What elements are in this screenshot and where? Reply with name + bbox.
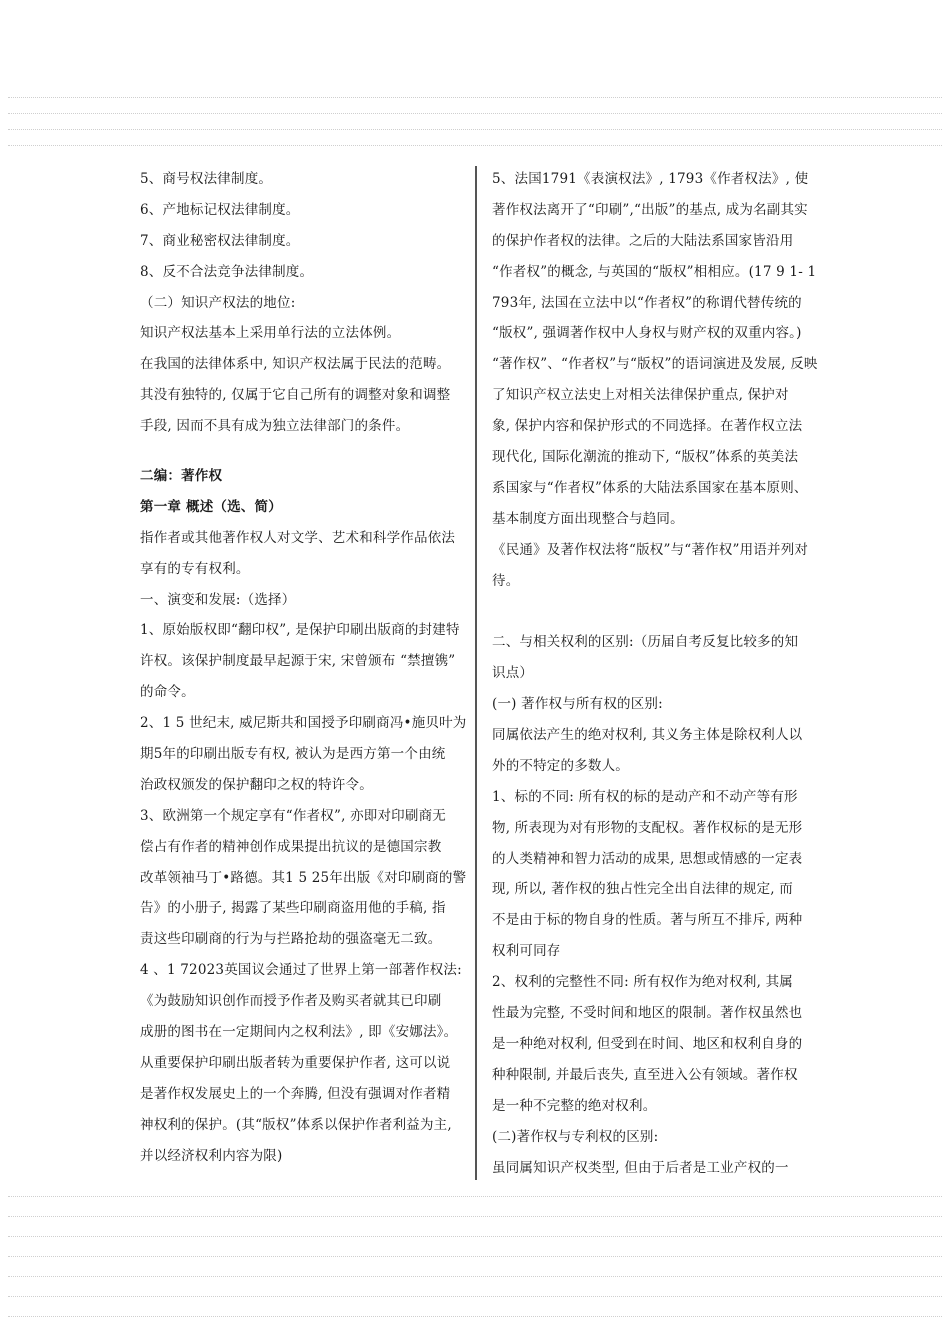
text-line: 识点） [492, 665, 534, 682]
text-line: 系国家与“作者权”体系的大陆法系国家在基本原则、 [492, 479, 808, 496]
chapter-heading: 第一章 概述（选、简） [140, 498, 282, 515]
text-line: 从重要保护印刷出版者转为重要保护作者, 这可以说 [140, 1054, 451, 1071]
text-line: “著作权”、“作者权”与“版权”的语词演进及发展, 反映 [492, 356, 818, 373]
text-line: 1、标的不同: 所有权的标的是动产和不动产等有形 [492, 788, 798, 805]
text-line: 一、演变和发展:（选择） [140, 591, 296, 608]
text-line: 外的不特定的多数人。 [492, 757, 629, 774]
dotted-rule [8, 113, 942, 114]
dotted-rule [8, 1296, 942, 1297]
text-line: 期5年的印刷出版专有权, 被认为是西方第一个由统 [140, 746, 446, 763]
text-line: 神权利的保护。(其“版权”体系以保护作者利益为主, [140, 1116, 452, 1133]
text-line: 不是由于标的物自身的性质。著与所互不排斥, 两种 [492, 912, 803, 929]
text-line: 8、反不合法竞争法律制度。 [140, 263, 314, 280]
text-line: 象, 保护内容和保护形式的不同选择。在著作权立法 [492, 418, 803, 435]
text-line: 《民通》及著作权法将“版权”与“著作权”用语并列对 [492, 541, 809, 558]
dotted-rule [8, 97, 942, 98]
text-line: 同属依法产生的绝对权利, 其义务主体是除权利人以 [492, 727, 803, 744]
text-line: 的保护作者权的法律。之后的大陆法系国家皆沿用 [492, 232, 794, 249]
text-line: 是一种不完整的绝对权利。 [492, 1097, 657, 1114]
left-paragraph-block-b [140, 523, 465, 1172]
text-line: 5、法国1791《表演权法》, 1793《作者权法》, 使 [492, 171, 809, 187]
dotted-rule [8, 129, 942, 130]
text-line: 二、与相关权利的区别:（历届自考反复比较多的知 [492, 634, 799, 651]
text-line: 是著作权发展史上的一个奔腾, 但没有强调对作者精 [140, 1085, 451, 1102]
left-paragraph-block-a [140, 164, 465, 442]
section-heading: 二编：著作权 [140, 468, 223, 485]
text-line: 物, 所表现为对有形物的支配权。著作权标的是无形 [492, 819, 803, 836]
dotted-rule [8, 145, 942, 146]
text-line: 虽同属知识产权类型, 但由于后者是工业产权的一 [492, 1159, 789, 1176]
text-line: 基本制度方面出现整合与趋同。 [492, 510, 684, 527]
column-divider [475, 166, 477, 1180]
text-line: 偿占有作者的精神创作成果提出抗议的是德国宗教 [140, 838, 442, 855]
text-line: 的命令。 [140, 684, 195, 701]
text-line: 手段, 因而不具有成为独立法律部门的条件。 [140, 418, 410, 435]
dotted-rule [8, 1256, 942, 1257]
text-line: (一) 著作权与所有权的区别: [492, 696, 663, 713]
text-line: 5、商号权法律制度。 [140, 171, 273, 187]
text-line: (二)著作权与专利权的区别: [492, 1128, 659, 1145]
text-line: 现代化, 国际化潮流的推动下, “版权”体系的英美法 [492, 449, 799, 466]
dotted-rule [8, 1196, 942, 1197]
text-line: 7、商业秘密权法律制度。 [140, 232, 300, 249]
text-line: 权利可同存 [492, 943, 561, 960]
text-line: 告》的小册子, 揭露了某些印刷商盗用他的手稿, 指 [140, 900, 446, 917]
text-line: 是一种绝对权利, 但受到在时间、地区和权利自身的 [492, 1035, 803, 1052]
text-line: 《为鼓励知识创作而授予作者及购买者就其已印刷 [140, 993, 442, 1010]
text-line: 现, 所以, 著作权的独占性完全出自法律的规定, 而 [492, 881, 793, 898]
text-line: 了知识产权立法史上对相关法律保护重点, 保护对 [492, 387, 789, 404]
text-line: 性最为完整, 不受时间和地区的限制。著作权虽然也 [492, 1005, 803, 1022]
text-line: 著作权法离开了“印刷”,“出版”的基点, 成为名副其实 [492, 201, 808, 218]
text-line: （二）知识产权法的地位: [140, 294, 296, 311]
text-line: 4 、1 72023英国议会通过了世界上第一部著作权法: [140, 962, 462, 979]
text-line: 2、1 5 世纪末, 威尼斯共和国授予印刷商冯•施贝叶为 [140, 715, 467, 732]
text-line: 改革领袖马丁•路德。其1 5 25年出版《对印刷商的警 [140, 869, 467, 886]
text-line: 其没有独特的, 仅属于它自己所有的调整对象和调整 [140, 387, 451, 404]
text-line: 在我国的法律体系中, 知识产权法属于民法的范畴。 [140, 356, 451, 373]
dotted-rule [8, 1236, 942, 1237]
spacer [140, 442, 465, 461]
text-line: 责这些印刷商的行为与拦路抢劫的强盗毫无二致。 [140, 931, 442, 948]
text-line: 3、欧洲第一个规定享有“作者权”, 亦即对印刷商无 [140, 807, 446, 824]
text-line: 并以经济权利内容为限) [140, 1147, 283, 1164]
text-line: 成册的图书在一定期间内之权利法》, 即《安娜法》。 [140, 1024, 458, 1041]
left-column [140, 164, 465, 1172]
dotted-rule [8, 1216, 942, 1217]
text-line: “作者权”的概念, 与英国的“版权”相相应。(17 9 1- 1 [492, 263, 817, 280]
text-line: 6、产地标记权法律制度。 [140, 201, 300, 218]
text-line [492, 596, 822, 627]
text-line: 的人类精神和智力活动的成果, 思想或情感的一定表 [492, 850, 803, 867]
text-line: 种种限制, 并最后丧失, 直至进入公有领域。著作权 [492, 1066, 798, 1083]
text-line: 待。 [492, 572, 520, 589]
right-paragraph-block [492, 164, 822, 1183]
right-column [492, 164, 822, 1183]
text-line: 指作者或其他著作权人对文学、艺术和科学作品依法 [140, 529, 456, 546]
text-line: 1、原始版权即“翻印权”, 是保护印刷出版商的封建特 [140, 622, 460, 639]
text-line: 知识产权法基本上采用单行法的立法体例。 [140, 325, 401, 342]
text-line: 享有的专有权利。 [140, 560, 250, 577]
text-line: 许权。该保护制度最早起源于宋, 宋曾颁布 “禁擅镌” [140, 653, 456, 670]
text-line: 治政权颁发的保护翻印之权的特许令。 [140, 776, 373, 793]
text-line: “版权”, 强调著作权中人身权与财产权的双重内容。) [492, 325, 802, 342]
dotted-rule [8, 1276, 942, 1277]
dotted-rule [8, 1316, 942, 1317]
text-line: 793年, 法国在立法中以“作者权”的称谓代替传统的 [492, 294, 802, 311]
text-line: 2、权利的完整性不同: 所有权作为绝对权利, 其属 [492, 974, 794, 991]
